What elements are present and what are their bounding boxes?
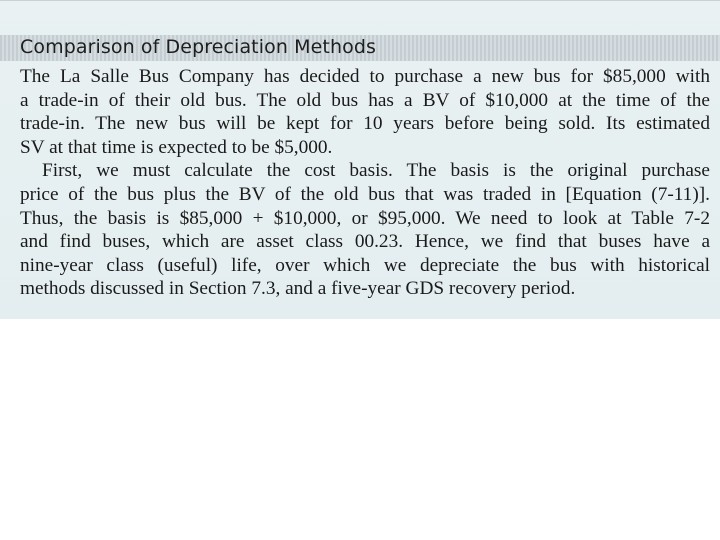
body-text (20, 65, 710, 301)
text-line: nine-year class (useful) life, over which we depreciate the bus with historical (20, 254, 710, 276)
text-line: Thus, the basis is $85,000 + $10,000, or $95,000. We need to look at Table 7-2 (20, 207, 710, 229)
text-line: The La Salle Bus Company has decided to purchase a new bus for $85,000 with (20, 66, 710, 87)
text-line: a trade-in of their old bus. The old bus has a BV of $10,000 at the time of the (20, 89, 710, 111)
text-line: and find buses, which are asset class 00.23. Hence, we find that buses have a (20, 231, 710, 253)
text-line: methods discussed in Section 7.3, and a five-year GDS recovery period. (20, 278, 576, 300)
text-line: First, we must calculate the cost basis. The basis is the original purchase (42, 160, 710, 182)
text-line: price of the bus plus the BV of the old bus that was traded in [Equation (7-11)]. (20, 183, 710, 205)
text-line: SV at that time is expected to be $5,000. (20, 136, 333, 158)
text-line: trade-in. The new bus will be kept for 10 years before being sold. Its estimated (20, 113, 710, 135)
section-title: Comparison of Depreciation Methods (20, 36, 376, 58)
